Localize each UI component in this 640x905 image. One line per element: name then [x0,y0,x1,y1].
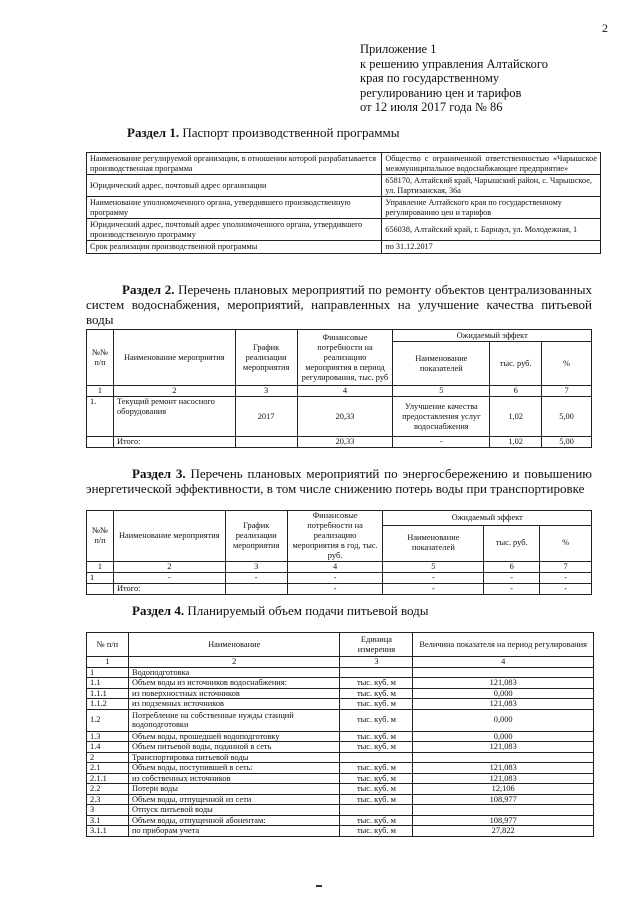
row-num: 1. [87,397,114,437]
total-percent: 5,00 [542,437,592,448]
col-header-thousand: тыс. руб. [484,525,540,561]
row-num: 3.1 [87,815,129,826]
repair-measures-table [86,329,592,448]
row-name: из подземных источников [128,699,340,710]
col-header-schedule: График реализации мероприятия [235,330,297,386]
col-header-num: №№ п/п [87,330,114,386]
col-header-effect: Ожидаемый эффект [383,511,592,526]
col-header-unit: Единица измерения [340,633,413,657]
appendix-line: от 12 июля 2017 года № 86 [360,100,503,114]
column-number: 3 [225,562,287,573]
row-num: 1.4 [87,742,129,753]
row-num: 1.1.1 [87,688,129,699]
section1-heading [127,125,399,141]
passport-row [87,197,601,219]
row-unit: тыс. куб. м [340,784,413,795]
row-value: 121,083 [413,742,594,753]
row-unit: тыс. куб. м [340,699,413,710]
passport-value: Управление Алтайского края по государственному регулированию цен и тарифов [382,197,601,219]
row-name: Объем воды из источников водоснабжения: [128,678,340,689]
total-finance: - [287,584,383,595]
total-thousand: 1,02 [490,437,542,448]
row-indicator: Улучшение качества предоставления услуг водоснабжения [393,397,490,437]
row-thousand: 1,02 [490,397,542,437]
col-header-value: Величина показателя на период регулирования [413,633,594,657]
total-percent: - [540,584,592,595]
section2-title: Перечень плановых мероприятий по ремонту объектов централизованных систем водоснабжения, мероприятий, направленных на улучшение качества питьевой воды [86,282,592,327]
appendix-line: к решению управления Алтайского [360,56,548,71]
row-indicator: - [383,573,484,584]
row-value: 121,083 [413,678,594,689]
total-indicator: - [383,584,484,595]
passport-label: Наименование уполномоченного органа, утвердившего производственную программу [87,197,382,219]
row-unit: тыс. куб. м [340,709,413,731]
row-unit [340,805,413,816]
section3-heading [86,466,592,496]
empty-cell [87,584,114,595]
column-number: 3 [235,386,297,397]
row-name: Водоподготовка [128,667,340,678]
total-label: Итого: [113,437,235,448]
row-schedule: - [225,573,287,584]
section2-heading [86,282,592,327]
col-header-thousand: тыс. руб. [490,342,542,386]
column-number: 6 [484,562,540,573]
row-unit: тыс. куб. м [340,773,413,784]
row-value [413,752,594,763]
section1-title: Паспорт производственной программы [182,125,400,140]
passport-label: Юридический адрес, почтовый адрес уполномоченного органа, утвердившего производственную программу [87,219,382,241]
table-row [87,678,594,689]
passport-row [87,219,601,241]
total-thousand: - [484,584,540,595]
col-header-name: Наименование мероприятия [113,330,235,386]
column-number: 1 [87,657,129,668]
row-name: по приборам учета [128,826,340,837]
column-number-row [87,562,592,573]
row-num: 2.2 [87,784,129,795]
column-number: 6 [490,386,542,397]
column-number: 2 [128,657,340,668]
column-number: 2 [113,562,225,573]
row-finance: - [287,573,383,584]
section4-heading [132,603,429,619]
appendix-header [360,42,610,115]
passport-row [87,241,601,254]
empty-cell [225,584,287,595]
row-unit: тыс. куб. м [340,815,413,826]
col-header-schedule: График реализации мероприятия [225,511,287,562]
row-num: 3.1.1 [87,826,129,837]
section4-number: Раздел 4. [132,603,185,618]
section3-number: Раздел 3. [132,466,186,481]
empty-cell [235,437,297,448]
water-volume-table [86,632,594,837]
row-value: 0,000 [413,709,594,731]
footer-mark [316,885,322,887]
row-value: 121,083 [413,773,594,784]
row-num: 1.3 [87,731,129,742]
row-num: 1 [87,667,129,678]
col-header-name: Наименование [128,633,340,657]
passport-value: по 31.12.2017 [382,241,601,254]
row-unit: тыс. куб. м [340,678,413,689]
row-thousand: - [484,573,540,584]
row-num: 1 [87,573,114,584]
section1-number: Раздел 1. [127,125,180,140]
row-name: Текущий ремонт насосного оборудования [113,397,235,437]
row-name: Объем питьевой воды, поданной в сеть [128,742,340,753]
table-row [87,742,594,753]
col-header-finance: Финансовые потребности на реализацию мероприятия в период регулирования, тыс. руб [297,330,393,386]
col-header-percent: % [540,525,592,561]
column-number: 4 [413,657,594,668]
table-row [87,773,594,784]
passport-label: Срок реализации производственной программы [87,241,382,254]
passport-label: Наименование регулируемой организации, в отношении которой разрабатывается производственная программа [87,153,382,175]
col-header-num: № п/п [87,633,129,657]
total-indicator: - [393,437,490,448]
row-value [413,805,594,816]
row-num: 2 [87,752,129,763]
total-finance: 20,33 [297,437,393,448]
column-number: 4 [287,562,383,573]
row-num: 2.1.1 [87,773,129,784]
table-row [87,709,594,731]
row-percent: - [540,573,592,584]
appendix-line: Приложение 1 [360,42,437,56]
row-value: 12,106 [413,784,594,795]
page-number: 2 [602,21,608,35]
row-unit: тыс. куб. м [340,763,413,774]
table-row [87,752,594,763]
total-label: Итого: [113,584,225,595]
table-row [87,763,594,774]
column-number: 5 [393,386,490,397]
column-number: 7 [540,562,592,573]
passport-value: Общество с ограниченной ответственностью «Чарышское межмуниципальное водоснабжающее предприятие» [382,153,601,175]
row-unit: тыс. куб. м [340,742,413,753]
col-header-finance: Финансовые потребности на реализацию мероприятия в год, тыс. руб. [287,511,383,562]
col-header-percent: % [542,342,592,386]
row-num: 1.2 [87,709,129,731]
row-num: 1.1.2 [87,699,129,710]
table-row [87,815,594,826]
row-unit: тыс. куб. м [340,794,413,805]
col-header-name: Наименование мероприятия [113,511,225,562]
empty-cell [87,437,114,448]
passport-row [87,175,601,197]
passport-table [86,152,601,254]
row-name: - [113,573,225,584]
row-value: 27,822 [413,826,594,837]
row-value: 0,000 [413,731,594,742]
passport-value: 658170, Алтайский край, Чарышский район, с. Чарышское, ул. Партизанская, 36а [382,175,601,197]
appendix-line: регулированию цен и тарифов [360,85,522,100]
row-percent: 5,00 [542,397,592,437]
passport-row [87,153,601,175]
table-row [87,699,594,710]
row-value: 0,000 [413,688,594,699]
row-unit [340,667,413,678]
row-name: Объем воды, прошедшей водоподготовку [128,731,340,742]
column-number: 1 [87,562,114,573]
table-row [87,784,594,795]
row-value: 108,977 [413,815,594,826]
row-name: Объем воды, отпущенной из сети [128,794,340,805]
section4-title: Планируемый объем подачи питьевой воды [187,603,429,618]
row-value: 121,083 [413,699,594,710]
row-num: 3 [87,805,129,816]
row-unit: тыс. куб. м [340,826,413,837]
row-schedule: 2017 [235,397,297,437]
section3-title: Перечень плановых мероприятий по энергосбережению и повышению энергетической эффективности, в том числе снижению потерь воды при транспортировке [86,466,592,496]
table-row [87,667,594,678]
column-number-row [87,386,592,397]
col-header-effect: Ожидаемый эффект [393,330,592,342]
table-row [87,826,594,837]
total-row [87,437,592,448]
column-number: 5 [383,562,484,573]
row-value: 121,083 [413,763,594,774]
row-value [413,667,594,678]
row-name: Объем воды, отпущенной абонентам: [128,815,340,826]
column-number-row [87,657,594,668]
passport-label: Юридический адрес, почтовый адрес организации [87,175,382,197]
row-value: 108,977 [413,794,594,805]
column-number: 1 [87,386,114,397]
row-num: 2.1 [87,763,129,774]
passport-value: 656038, Алтайский край, г. Барнаул, ул. Молодежная, 1 [382,219,601,241]
table-row [87,805,594,816]
table-row [87,688,594,699]
row-unit: тыс. куб. м [340,731,413,742]
row-unit: тыс. куб. м [340,688,413,699]
table-row [87,573,592,584]
appendix-line: края по государственному [360,71,500,85]
row-num: 2.3 [87,794,129,805]
table-row [87,397,592,437]
column-number: 7 [542,386,592,397]
table-row [87,794,594,805]
column-number: 3 [340,657,413,668]
total-row [87,584,592,595]
column-number: 4 [297,386,393,397]
row-num: 1.1 [87,678,129,689]
row-name: из собственных источников [128,773,340,784]
row-name: Потребление на собственные нужды станций водоподготовки [128,709,340,731]
col-header-num: №№ п/п [87,511,114,562]
row-finance: 20,33 [297,397,393,437]
section2-number: Раздел 2. [122,282,175,297]
col-header-indicator: Наименование показателей [393,342,490,386]
row-name: Транспортировка питьевой воды [128,752,340,763]
row-name: из поверхностных источников [128,688,340,699]
energy-measures-table [86,510,592,595]
col-header-indicator: Наименование показателей [383,525,484,561]
table-row [87,731,594,742]
row-unit [340,752,413,763]
row-name: Объем воды, поступившей в сеть: [128,763,340,774]
row-name: Отпуск питьевой воды [128,805,340,816]
row-name: Потери воды [128,784,340,795]
column-number: 2 [113,386,235,397]
